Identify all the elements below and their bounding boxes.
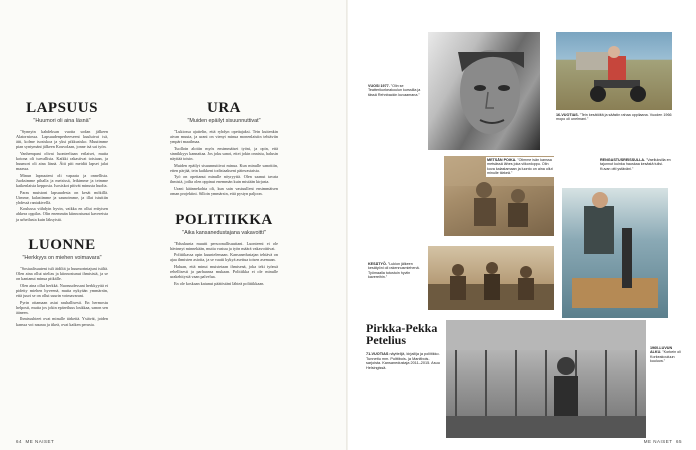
section-title-ura: URA — [207, 100, 241, 116]
magazine-name: ME NAISET — [643, 439, 673, 444]
caption-text: "Olin se Teatterikorkeakoulun kurssilla ja tässä Rehnbackin kuvaamana." — [368, 84, 421, 97]
caption-metsan-poika-main — [486, 157, 554, 177]
caption-lead: 1960-LUVUN ALKU. — [650, 346, 673, 355]
photo-vuosi-1977 — [428, 32, 540, 150]
caption-1960-luvun-alku — [650, 346, 682, 364]
magazine-name: ME NAISET — [25, 439, 55, 444]
photo-kesatyo — [428, 246, 554, 310]
section-body-politiikka — [170, 241, 278, 286]
caption-16-vuotias — [556, 113, 672, 122]
caption-lead: METSÄN POIKA. — [487, 158, 517, 162]
bio-lead: 71-VUOTIAS — [366, 352, 389, 356]
paragraph: Pyrin ottamaan asiat rauhallisesti. En hermostu helposti, mutta jos jokin epäreiluus loukkaa, sanon sen ääneen. — [16, 299, 108, 315]
section-body-ura — [170, 129, 278, 196]
caption-text: "Lukion jälkeen kesätyöni oli rakennusmiehenä. Työmaalla tutustuin hyviin kavereihin." — [368, 262, 420, 280]
profile-bio — [366, 352, 442, 370]
column-1 — [16, 100, 108, 328]
caption-text: "Korkein oli Korkeakouluun kuuluva." — [650, 350, 681, 364]
page-number: 64 — [16, 439, 23, 444]
paragraph: Politiikassa opin kuuntelemaan. Kansanedustajan tehtävä on ajaa ihmisten asioita, ja se vaatii kykyä asettua toisen asemaan. — [170, 252, 278, 263]
section-body-luonne — [16, 266, 108, 327]
paragraph: Olen aina ollut herkkä. Nuoruudessani herkkyyttä ei pidetty miehen hyveenä, mutta nykyään ymmärrän, että juuri se on ollut suurin voimavarani. — [16, 282, 108, 299]
paragraph: "Synnyin kahdeksan vuotta sodan jälkeen Alatorniossa. Lapsuudenperheeseeni kuuluivat isä, äiti, kolme isosiskoa ja yksi pikkusisko. Muutimme pian syntymäni jälkeen Kouvolaan, jonne isä sai työn. — [16, 129, 108, 150]
paragraph: Koulussa viihdyin hyvin, vaikka en ollut erityisen ahkera oppilas. Olin enemmän kiinnostunut kavereista ja urheilusta kuin läksyistä. — [16, 206, 108, 222]
caption-vuosi-1977 — [368, 84, 424, 97]
paragraph: Ihmissuhteet ovat minulle tärkeitä. Ystävät, joiden kanssa voi nauraa ja itkeä, ovat kaiken perusta. — [16, 316, 108, 327]
caption-text: "Tein kesätöitä ja säästin rahaa oppilaana. Vuoden 1966 mopo oli unelmani." — [556, 113, 672, 122]
paragraph: Tuolloin aloitin myös ensimmäiset työni, ja opin, että sinnikkyys kannattaa. Jos joku sanoi, ettei jokin onnistu, halusin näyttää toisin. — [170, 145, 278, 161]
paragraph: Haluan, että minut muistetaan ihmisenä, joka teki työnsä rehellisesti ja parhaansa mukaan. Politiikka ei ole minulle urakehitystä vaan palvelua. — [170, 264, 278, 280]
paragraph: "Eduskunta muutti persoonallisuuttani. Luonteeni ei ole hävinnyt minnekään, mutta vastuu ja työn määrä vakavoittivat. — [170, 240, 278, 251]
caption-rengastusreissulla — [600, 158, 672, 171]
section-subtitle-luonne: "Herkkyys on miehen voimavara" — [22, 255, 102, 262]
section-subtitle-politiikka: "Aika kansanedustajana vakavoitti" — [182, 229, 266, 236]
folio-left — [16, 439, 54, 444]
bio-text: näyttelijä, kirjailija ja poliitikko. Tunnettu mm. Pulttibois- ja Manitbois-sarjoista. Kansanedustaja 2011–2015. Asuu Helsingissä. — [366, 352, 440, 370]
page-number: 65 — [675, 439, 682, 444]
caption-lead: VUOSI 1977. — [368, 84, 390, 88]
section-subtitle-lapsuus: "Huumori oli aina läsnä" — [33, 118, 91, 124]
photo-rengastusreissulla — [562, 188, 668, 318]
section-body-lapsuus — [16, 129, 108, 222]
caption-lead: KESÄTYÖ. — [368, 262, 387, 266]
paragraph: Urani käännekohta oli, kun sain vastuulleni ensimmäisen oman projektini. Silloin ymmärsin, että pystyn paljoon. — [170, 185, 278, 197]
column-2 — [170, 100, 278, 287]
paragraph: Minun lapsuuteni oli vapaata ja onnellista. Juoksimme pihalla ja metsissä, leikimme ja teimme kaikenlaisia kepposia. Isosiskot pitivät minusta huolta. — [16, 172, 108, 188]
paragraph: Muiden epäilyt sisuunnuttivat minua. Kun minulle sanottiin, etten pärjää, tein kaikkeni todistaakseni päinvastaista. — [170, 162, 278, 173]
photo-1960-luvun-alku — [446, 320, 646, 438]
caption-kesatyo — [368, 262, 424, 280]
section-subtitle-ura: "Muiden epäilyt sisuunnuttivat" — [187, 118, 261, 124]
paragraph: Vanhempani olivat luonteeltaan erilaiset, mutta kotona oli turvallista. Kaikki rakastivat toisiaan, ja huumori oli aina läsnä. Äiti piti meidät lapset jalat maassa. — [16, 150, 108, 172]
caption-text: "Vaelluksilla en tajunnut kuinka hauskaa kesästä tulisi. Kuvan otti ystäväni." — [600, 158, 671, 171]
caption-lead: 16-VUOTIAS. — [556, 113, 579, 117]
caption-lead: RENGASTUSREISSULLA. — [600, 158, 646, 162]
profile-name-block — [366, 322, 442, 370]
paragraph: Työ on opettanut minulle nöyryyttä. Olen saanut tavata ihmisiä, joilta olen oppinut enemmän kuin mistään kirjasta. — [170, 174, 278, 185]
paragraph: "Sosiaalisuuteni tuli äidiltä ja huumorintajuni isältä. Olen aina ollut utelias ja kiinnostunut ihmisistä, ja se on kantanut minua pitkälle. — [16, 266, 108, 282]
paragraph: Paras muistoni lapsuudesta on kesät mökillä. Uimme, kalastimme ja saunoimme, ja illat istuttiin yhdessä rantakivellä. — [16, 189, 108, 205]
section-title-lapsuus: LAPSUUS — [26, 100, 98, 116]
photo-16-vuotias — [556, 32, 672, 110]
profile-name: Pirkka-Pekka Petelius — [366, 321, 438, 347]
caption-text: "Olimme isän kanssa metsässä lähes joka viikonloppu. Olin kova kalastamaan ja luonto on aina ollut minulle tärkeä." — [487, 158, 553, 176]
paragraph: "Lukiossa ajattelin, että ryhdyn opettajaksi. Tein kuitenkin aivan muuta, ja urani on vienyt minua monenlaisiin tehtäviin ympäri maailmaa. — [170, 129, 278, 145]
paragraph: En ole koskaan katunut päätöstäni lähteä politiikkaan. — [174, 280, 265, 286]
section-title-luonne: LUONNE — [28, 237, 96, 254]
section-title-politiikka: POLITIIKKA — [175, 211, 273, 228]
portrait-illustration — [428, 32, 540, 150]
folio-right — [644, 439, 682, 444]
